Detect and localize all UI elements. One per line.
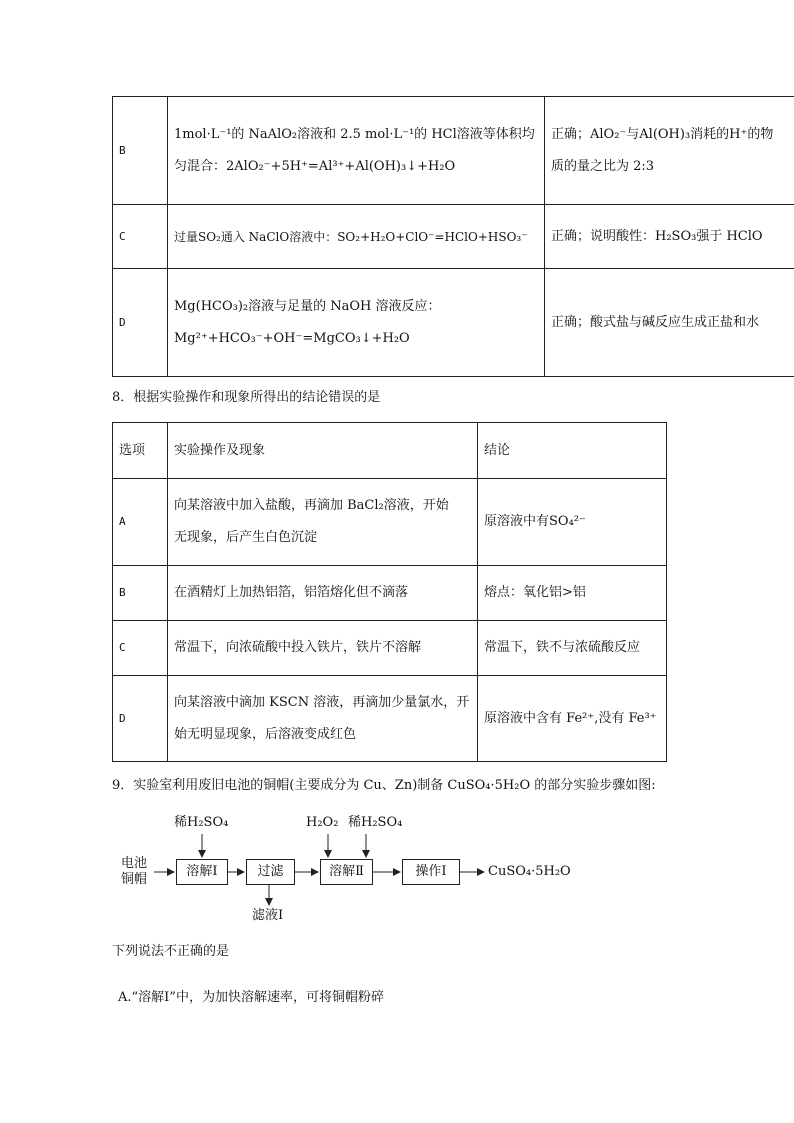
reagent-dilute-h2so4-2: 稀H₂SO₄ [348,815,403,830]
product-label: CuSO₄·5H₂O [488,864,571,879]
operation-line: 始无明显现象，后溶液变成红色 [174,726,357,742]
start-material-line1: 电池 [121,856,148,871]
header-option: 选项 [113,423,168,479]
conclusion-cell: 原溶液中有SO₄²⁻ [478,479,667,566]
table-row [113,269,794,377]
reaction-cell [168,97,545,205]
table-row [113,676,667,762]
table-row [113,205,794,269]
evaluation-cell [545,269,794,377]
question8-stem: 8．根据实验操作和现象所得出的结论错误的是 [112,390,381,405]
conclusion-cell: 常温下，铁不与浓硫酸反应 [478,621,667,676]
question9-prompt: 下列说法不正确的是 [112,944,230,959]
reaction-cell [168,205,545,269]
filtrate-label: 滤液Ⅰ [252,908,284,923]
reaction-line: Mg²⁺+HCO₃⁻+OH⁻=MgCO₃↓+H₂O [174,330,410,346]
operation-line: 无现象，后产生白色沉淀 [174,530,318,545]
option-label: B [113,566,168,621]
reaction-line: Mg(HCO₃)₂溶液与足量的 NaOH 溶液反应： [174,298,441,314]
operation-cell [168,479,478,566]
operation-line: 向某溶液中滴加 KSCN 溶液，再滴加少量氯水，开 [174,694,470,710]
evaluation-line: 质的量之比为 2:3 [551,158,655,174]
option-label: D [113,269,168,377]
evaluation-line: 正确；AlO₂⁻与Al(OH)₃消耗的H⁺的物 [551,126,774,142]
question8-table [112,422,667,762]
step-filter: 过滤 [246,859,295,885]
option-label: D [113,676,168,762]
step-dissolve-1: 溶解Ⅰ [176,859,228,885]
header-operation: 实验操作及现象 [168,423,478,479]
evaluation-line: 正确；酸式盐与碱反应生成正盐和水 [551,314,760,330]
conclusion-cell: 熔点：氧化铝>铝 [478,566,667,621]
table-row [113,97,794,205]
conclusion-cell: 原溶液中含有 Fe²⁺,没有 Fe³⁺ [478,676,667,762]
option-label: C [113,621,168,676]
answer-option-a: A.“溶解Ⅰ”中，为加快溶解速率，可将铜帽粉碎 [118,990,384,1005]
step-operation-1: 操作Ⅰ [402,859,460,885]
evaluation-cell [545,97,794,205]
option-label: A [113,479,168,566]
option-label: B [113,97,168,205]
reaction-cell [168,269,545,377]
step-dissolve-2: 溶解Ⅱ [320,859,373,885]
operation-cell [168,676,478,762]
evaluation-line: 正确；说明酸性：H₂SO₃强于 HClO [551,228,763,244]
operation-line: 向某溶液中加入盐酸，再滴加 BaCl₂溶液，开始 [174,498,449,513]
operation-cell: 常温下，向浓硫酸中投入铁片，铁片不溶解 [168,621,478,676]
operation-cell: 在酒精灯上加热铝箔，铝箔熔化但不滴落 [168,566,478,621]
table-row [113,479,667,566]
question7-table [112,96,794,377]
reaction-line: 匀混合：2AlO₂⁻+5H⁺=Al³⁺+Al(OH)₃↓+H₂O [174,158,456,174]
table-header-row [113,423,667,479]
table-row [113,566,667,621]
reaction-line: 过量SO₂通入 NaClO溶液中：SO₂+H₂O+ClO⁻=HClO+HSO₃⁻ [174,229,528,244]
evaluation-cell [545,205,794,269]
table-row [113,621,667,676]
start-material-line2: 铜帽 [121,872,148,887]
question9-stem: 9．实验室利用废旧电池的铜帽(主要成分为 Cu、Zn)制备 CuSO₄·5H₂O 的部分实验步骤如图: [112,778,656,793]
reagent-dilute-h2so4: 稀H₂SO₄ [174,815,229,830]
reaction-line: 1mol·L⁻¹的 NaAlO₂溶液和 2.5 mol·L⁻¹的 HCl溶液等体积均 [174,126,535,142]
header-conclusion: 结论 [478,423,667,479]
option-label: C [113,205,168,269]
reagent-h2o2: H₂O₂ [306,815,339,830]
